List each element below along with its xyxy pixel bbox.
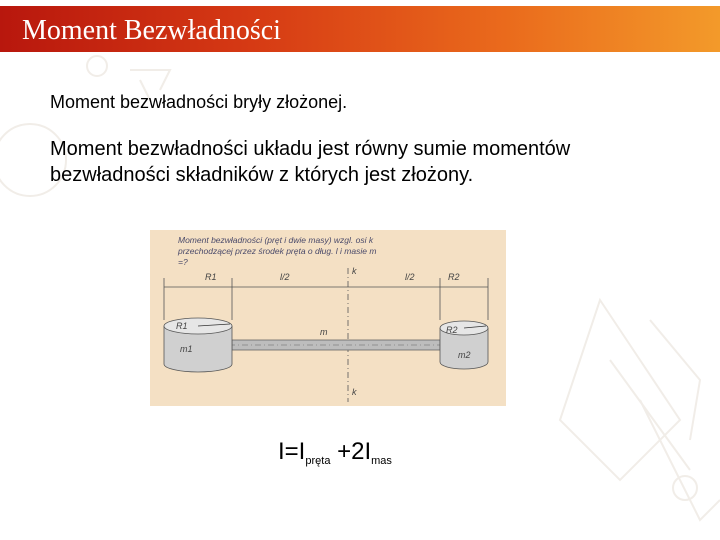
label-r1-cylinder: R1: [176, 321, 188, 331]
title-bar: [0, 6, 720, 52]
slide-title: Moment Bezwładności: [22, 15, 281, 46]
diagram-caption-arrow: =?: [178, 257, 188, 267]
label-r2-cylinder: R2: [446, 325, 458, 335]
slide-subtitle: Moment bezwładności bryły złożonej.: [50, 92, 348, 112]
label-k-top: k: [352, 266, 357, 276]
formula-lhs: I=I: [278, 438, 306, 465]
label-m1: m1: [180, 344, 193, 354]
label-l-half-left: l/2: [280, 272, 290, 282]
formula: [278, 438, 392, 467]
label-m: m: [320, 327, 328, 337]
formula-sub-masses: mas: [371, 455, 392, 467]
mass-m1-cylinder: [164, 318, 232, 372]
formula-mid: +2I: [337, 438, 372, 465]
label-r2-top: R2: [448, 272, 460, 282]
formula-sub-rod: pręta: [305, 455, 331, 467]
label-m2: m2: [458, 350, 471, 360]
label-r1-top: R1: [205, 272, 217, 282]
diagram-caption-line2: przechodzącej przez środek pręta o dług. l i masie m: [178, 246, 377, 256]
body-paragraph: Moment bezwładności układu jest równy sumie momentów bezwładności składników z których jest złożony.: [50, 138, 571, 186]
diagram-caption-line1: Moment bezwładności (pręt i dwie masy) wzgl. osi k: [178, 235, 374, 245]
label-l-half-right: l/2: [405, 272, 415, 282]
label-k-bottom: k: [352, 387, 357, 397]
moment-of-inertia-diagram: [150, 230, 506, 406]
